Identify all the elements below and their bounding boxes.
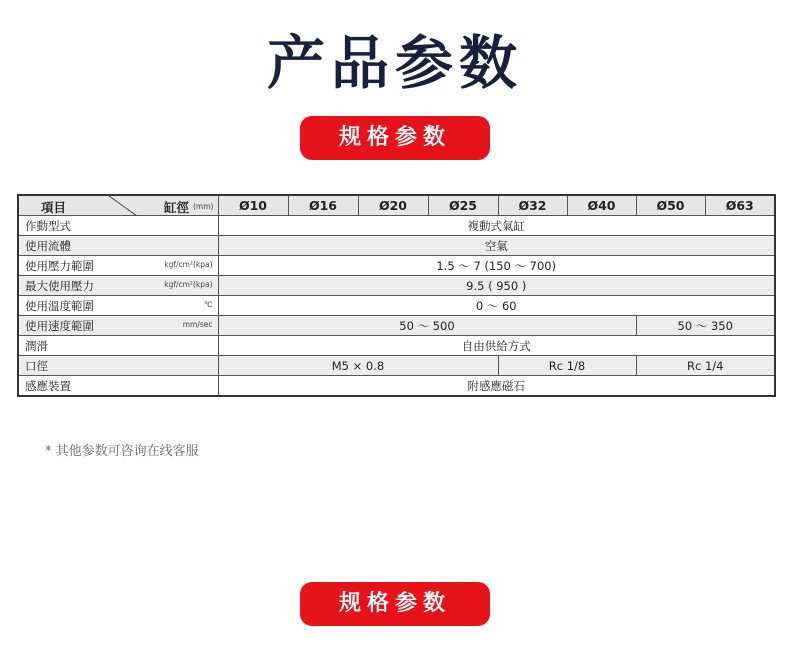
table-row (18, 296, 775, 316)
bore-size-header: Ø16 (288, 195, 358, 216)
row-value: Rc 1/4 (636, 356, 775, 376)
bore-size-header: Ø20 (358, 195, 428, 216)
row-unit: mm/sec (182, 320, 213, 329)
row-value: 0 ～ 60 (218, 296, 775, 316)
row-label: 作動型式 (18, 216, 218, 236)
row-label: 口徑 (18, 356, 218, 376)
bore-size-header: Ø25 (428, 195, 498, 216)
row-label: 使用速度範圍 mm/sec (18, 316, 218, 336)
row-value: 9.5 ( 950 ) (218, 276, 775, 296)
row-value: 附感應磁石 (218, 376, 775, 397)
row-label: 使用流體 (18, 236, 218, 256)
bore-size-header: Ø50 (636, 195, 705, 216)
section-label-badge-bottom: 规格参数 (300, 582, 490, 626)
row-label: 使用溫度範圍 ℃ (18, 296, 218, 316)
bore-size-header: Ø63 (705, 195, 775, 216)
row-value: 50 ～ 500 (218, 316, 636, 336)
row-label: 最大使用壓力 kgf/cm²(kpa) (18, 276, 218, 296)
table-row (18, 256, 775, 276)
section-label-badge: 规格参数 (300, 116, 490, 160)
row-value: Rc 1/8 (498, 356, 636, 376)
row-label: 感應裝置 (18, 376, 218, 397)
footnote: * 其他参数可咨询在线客服 (45, 444, 199, 459)
bore-size-header: Ø10 (218, 195, 288, 216)
row-value: 50 ～ 350 (636, 316, 775, 336)
table-row (18, 356, 775, 376)
row-value: M5 × 0.8 (218, 356, 498, 376)
table-row (18, 236, 775, 256)
bore-unit: (mm) (193, 202, 214, 211)
row-value: 複動式氣缸 (218, 216, 775, 236)
table-row (18, 276, 775, 296)
table-corner-cell (18, 195, 218, 216)
row-label: 潤滑 (18, 336, 218, 356)
row-unit: ℃ (204, 300, 213, 309)
table-row (18, 216, 775, 236)
row-value: 空氣 (218, 236, 775, 256)
table-row (18, 376, 775, 397)
spec-table (17, 194, 776, 397)
table-header-row (18, 195, 775, 216)
item-header: 項目 (41, 200, 67, 215)
row-value: 1.5 ～ 7 (150 ～ 700) (218, 256, 775, 276)
row-label: 使用壓力範圍 kgf/cm²(kpa) (18, 256, 218, 276)
page-title: 产品参数 (266, 29, 523, 97)
row-unit: kgf/cm²(kpa) (164, 280, 213, 289)
table-row (18, 316, 775, 336)
bore-header: 缸徑 (164, 200, 190, 215)
bore-size-header: Ø40 (567, 195, 636, 216)
bore-size-header: Ø32 (498, 195, 567, 216)
row-value: 自由供給方式 (218, 336, 775, 356)
row-unit: kgf/cm²(kpa) (164, 260, 213, 269)
table-row (18, 336, 775, 356)
